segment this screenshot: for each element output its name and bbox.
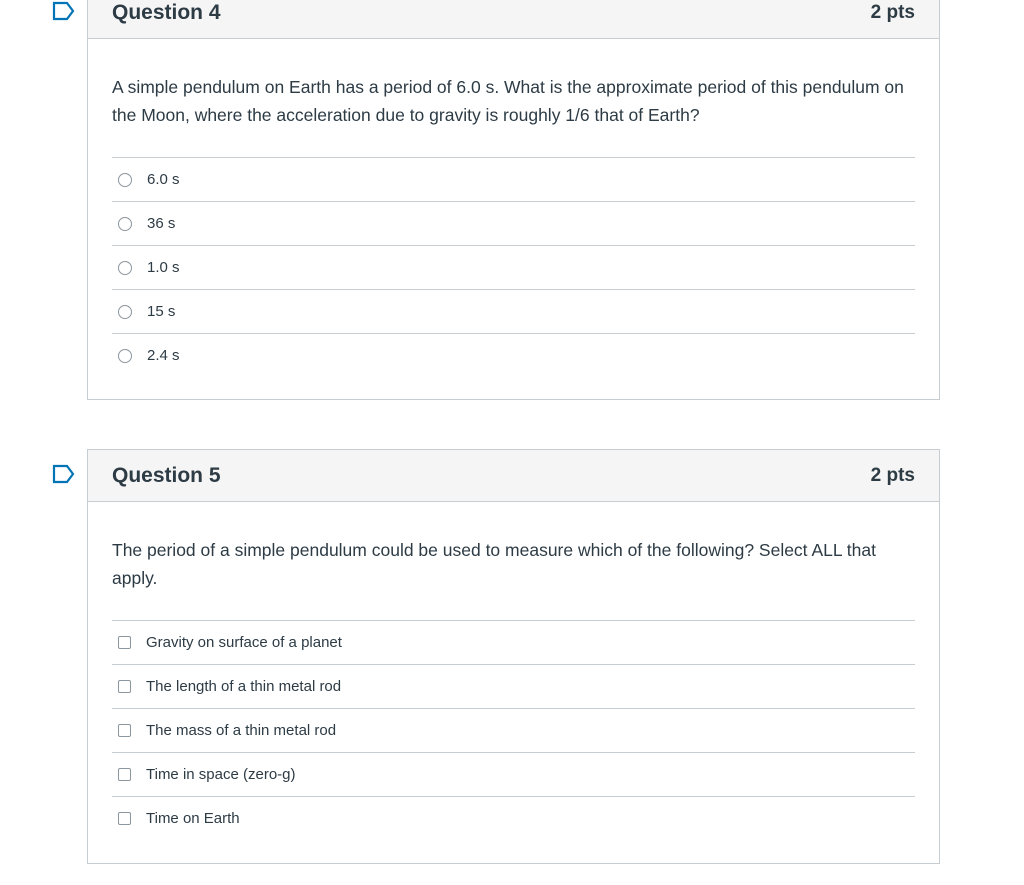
answer-option[interactable] — [112, 334, 915, 377]
answer-option[interactable] — [112, 753, 915, 797]
flag-question-icon[interactable] — [52, 1, 76, 21]
answer-option[interactable] — [112, 158, 915, 202]
question-points: 2 pts — [870, 464, 915, 486]
checkbox[interactable] — [118, 680, 131, 693]
answer-option[interactable] — [112, 202, 915, 246]
radio-button[interactable] — [118, 217, 132, 231]
answer-option[interactable] — [112, 797, 915, 840]
question-title: Question 5 — [112, 463, 221, 487]
question-5-card — [87, 449, 940, 864]
question-text: A simple pendulum on Earth has a period of 6.0 s. What is the approximate period of this pendulum on the Moon, where the acceleration due to gravity is roughly 1/6 that of Earth? — [112, 77, 904, 125]
checkbox[interactable] — [118, 812, 131, 825]
answer-option[interactable] — [112, 290, 915, 334]
question-body — [88, 536, 939, 840]
question-body — [88, 73, 939, 377]
answer-label[interactable]: 15 s — [147, 303, 176, 320]
question-header — [88, 0, 939, 39]
question-points: 2 pts — [870, 1, 915, 23]
answer-option[interactable] — [112, 665, 915, 709]
answer-label[interactable]: 2.4 s — [147, 347, 180, 364]
flag-question-icon[interactable] — [52, 464, 76, 484]
question-title: Question 4 — [112, 0, 221, 24]
question-4-card — [87, 0, 940, 400]
answer-label[interactable]: 1.0 s — [147, 259, 180, 276]
answer-label[interactable]: Gravity on surface of a planet — [146, 634, 342, 651]
answer-label[interactable]: Time on Earth — [146, 810, 240, 827]
radio-button[interactable] — [118, 349, 132, 363]
answer-label[interactable]: The length of a thin metal rod — [146, 678, 342, 695]
answer-label[interactable]: 6.0 s — [147, 171, 180, 188]
answer-list — [112, 620, 915, 840]
question-header — [88, 450, 939, 502]
answer-label[interactable]: The mass of a thin metal rod — [146, 722, 337, 739]
radio-button[interactable] — [118, 305, 132, 319]
answer-label[interactable]: Time in space (zero-g) — [146, 766, 296, 783]
answer-option[interactable] — [112, 621, 915, 665]
radio-button[interactable] — [118, 173, 132, 187]
checkbox[interactable] — [118, 636, 131, 649]
question-text: The period of a simple pendulum could be used to measure which of the following? Select ALL that apply. — [112, 540, 876, 588]
answer-option[interactable] — [112, 246, 915, 290]
answer-list — [112, 157, 915, 377]
checkbox[interactable] — [118, 724, 131, 737]
checkbox[interactable] — [118, 768, 131, 781]
answer-label[interactable]: 36 s — [147, 215, 176, 232]
answer-option[interactable] — [112, 709, 915, 753]
radio-button[interactable] — [118, 261, 132, 275]
